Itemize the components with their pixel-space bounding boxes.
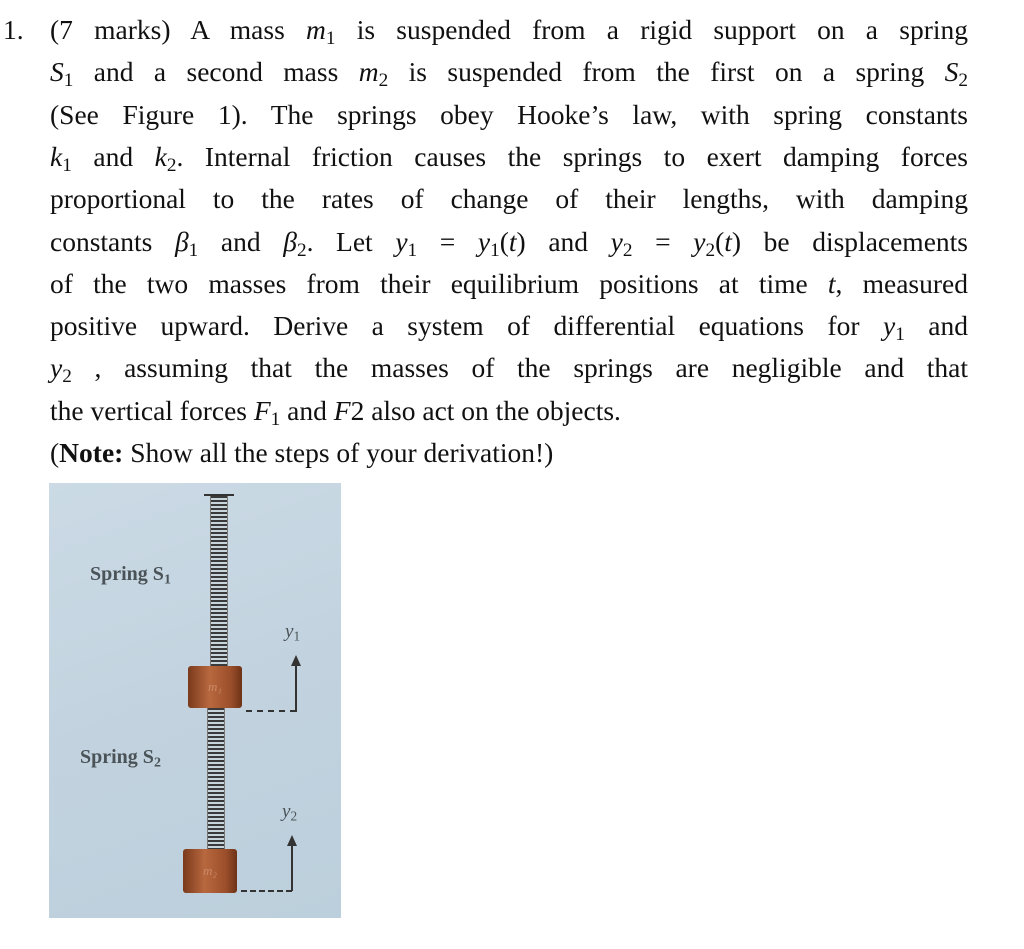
question-line xyxy=(50,351,968,394)
math-symbol: 2 xyxy=(296,239,307,261)
text-segment: ( xyxy=(715,225,725,257)
text-segment: is suspended from a rigid support on a spring xyxy=(335,14,968,45)
question-line xyxy=(50,13,968,56)
math-symbol: 1 xyxy=(325,27,336,49)
text-segment: ( xyxy=(499,225,509,257)
math-symbol: 2 xyxy=(958,70,969,92)
question-line xyxy=(50,140,968,183)
math-symbol: t xyxy=(724,225,732,257)
math-symbol: k xyxy=(154,140,167,172)
math-symbol: 1 xyxy=(62,154,72,176)
spring-s2-label-text: Spring S xyxy=(80,746,154,768)
figure-1-spring-mass-system xyxy=(49,483,341,918)
math-symbol: 1 xyxy=(407,239,418,261)
math-symbol: m xyxy=(358,56,379,88)
spring-s1-label-text: Spring S xyxy=(90,563,164,585)
math-symbol: 1 xyxy=(490,239,500,261)
text-segment: of the two masses from their equilibrium positions at time xyxy=(50,267,828,299)
math-symbol: k xyxy=(50,140,63,172)
text-segment: proportional to the rates of change of their lengths, with damping xyxy=(50,183,968,215)
question-line xyxy=(50,98,968,132)
math-symbol: F xyxy=(253,394,271,426)
question-line xyxy=(50,225,968,268)
text-segment: and a second mass xyxy=(73,56,359,88)
question-line xyxy=(50,182,968,216)
y1-label xyxy=(285,621,300,644)
math-symbol: 2 xyxy=(378,70,389,92)
math-symbol: 1 xyxy=(188,239,199,261)
question-line xyxy=(50,394,968,437)
y1-label-text: y xyxy=(285,621,294,642)
spring-s1-subscript: 1 xyxy=(163,572,171,588)
text-segment: the vertical forces xyxy=(50,394,254,426)
text-segment: ) and xyxy=(516,225,611,257)
math-symbol: S xyxy=(944,56,959,88)
math-symbol: 2 xyxy=(166,154,177,176)
m1-equilibrium-line xyxy=(246,710,296,712)
math-symbol: 2 xyxy=(705,239,716,261)
math-symbol: β xyxy=(174,225,189,257)
text-segment: = xyxy=(632,225,694,257)
question-line xyxy=(50,267,968,301)
text-segment: positive upward. Derive a system of differential equations for xyxy=(50,310,883,342)
mass-m1: m₁ xyxy=(188,666,242,708)
text-segment: ( xyxy=(50,437,60,468)
math-symbol: 1 xyxy=(895,323,905,345)
question-line xyxy=(50,55,968,98)
text-segment: and xyxy=(198,225,284,257)
mass-m2: m₂ xyxy=(183,849,237,893)
math-symbol: y xyxy=(882,310,896,342)
text-segment: and xyxy=(904,310,968,342)
question-line xyxy=(50,309,968,352)
math-symbol: t xyxy=(827,267,836,299)
math-symbol: β xyxy=(283,225,297,257)
m2-equilibrium-line xyxy=(241,890,292,892)
text-segment: ) be displacements xyxy=(731,225,968,257)
question-line xyxy=(50,436,968,470)
text-segment: (7 marks) A mass xyxy=(50,14,306,45)
math-symbol: y xyxy=(693,225,706,257)
math-symbol: y xyxy=(610,225,623,257)
spring-s2-subscript: 2 xyxy=(153,755,161,771)
math-symbol: 2 xyxy=(62,366,72,388)
y2-label-text: y xyxy=(282,801,291,822)
y2-label xyxy=(282,801,297,824)
text-segment: and xyxy=(71,140,155,172)
note-label: Note: xyxy=(59,437,124,468)
text-segment: , measured xyxy=(835,267,968,299)
math-symbol: S xyxy=(50,56,64,88)
spring-s1-label xyxy=(90,563,171,589)
question-number: 1. xyxy=(3,14,24,45)
text-segment: Show all the steps of your derivation!) xyxy=(123,437,554,468)
math-symbol: y xyxy=(50,352,63,384)
text-segment: constants xyxy=(50,225,175,257)
text-segment: = xyxy=(417,225,478,257)
text-segment: 2 also act on the objects. xyxy=(350,394,621,426)
text-segment: , assuming that the masses of the springs are negligible and that xyxy=(71,352,968,384)
text-segment: . Let xyxy=(306,225,396,257)
spring-s2-label xyxy=(80,746,161,772)
text-segment: and xyxy=(280,394,334,426)
text-segment: (See Figure 1). The springs obey Hooke’s law, with spring constants xyxy=(50,98,968,130)
text-segment: . Internal friction causes the springs to exert damping forces xyxy=(176,140,968,172)
math-symbol: 1 xyxy=(270,408,281,430)
math-symbol: 1 xyxy=(63,70,74,92)
y2-axis xyxy=(291,845,293,891)
math-symbol: t xyxy=(508,225,517,257)
math-symbol: F xyxy=(333,394,351,426)
math-symbol: y xyxy=(477,225,491,257)
y2-subscript: 2 xyxy=(290,808,298,824)
text-segment: is suspended from the first on a spring xyxy=(388,56,945,88)
math-symbol: m xyxy=(306,14,326,45)
y1-axis xyxy=(295,665,297,712)
math-symbol: y xyxy=(395,225,408,257)
spring-s2 xyxy=(207,708,225,850)
math-symbol: 2 xyxy=(622,239,633,261)
y1-subscript: 1 xyxy=(293,628,301,644)
spring-s1 xyxy=(210,496,228,666)
